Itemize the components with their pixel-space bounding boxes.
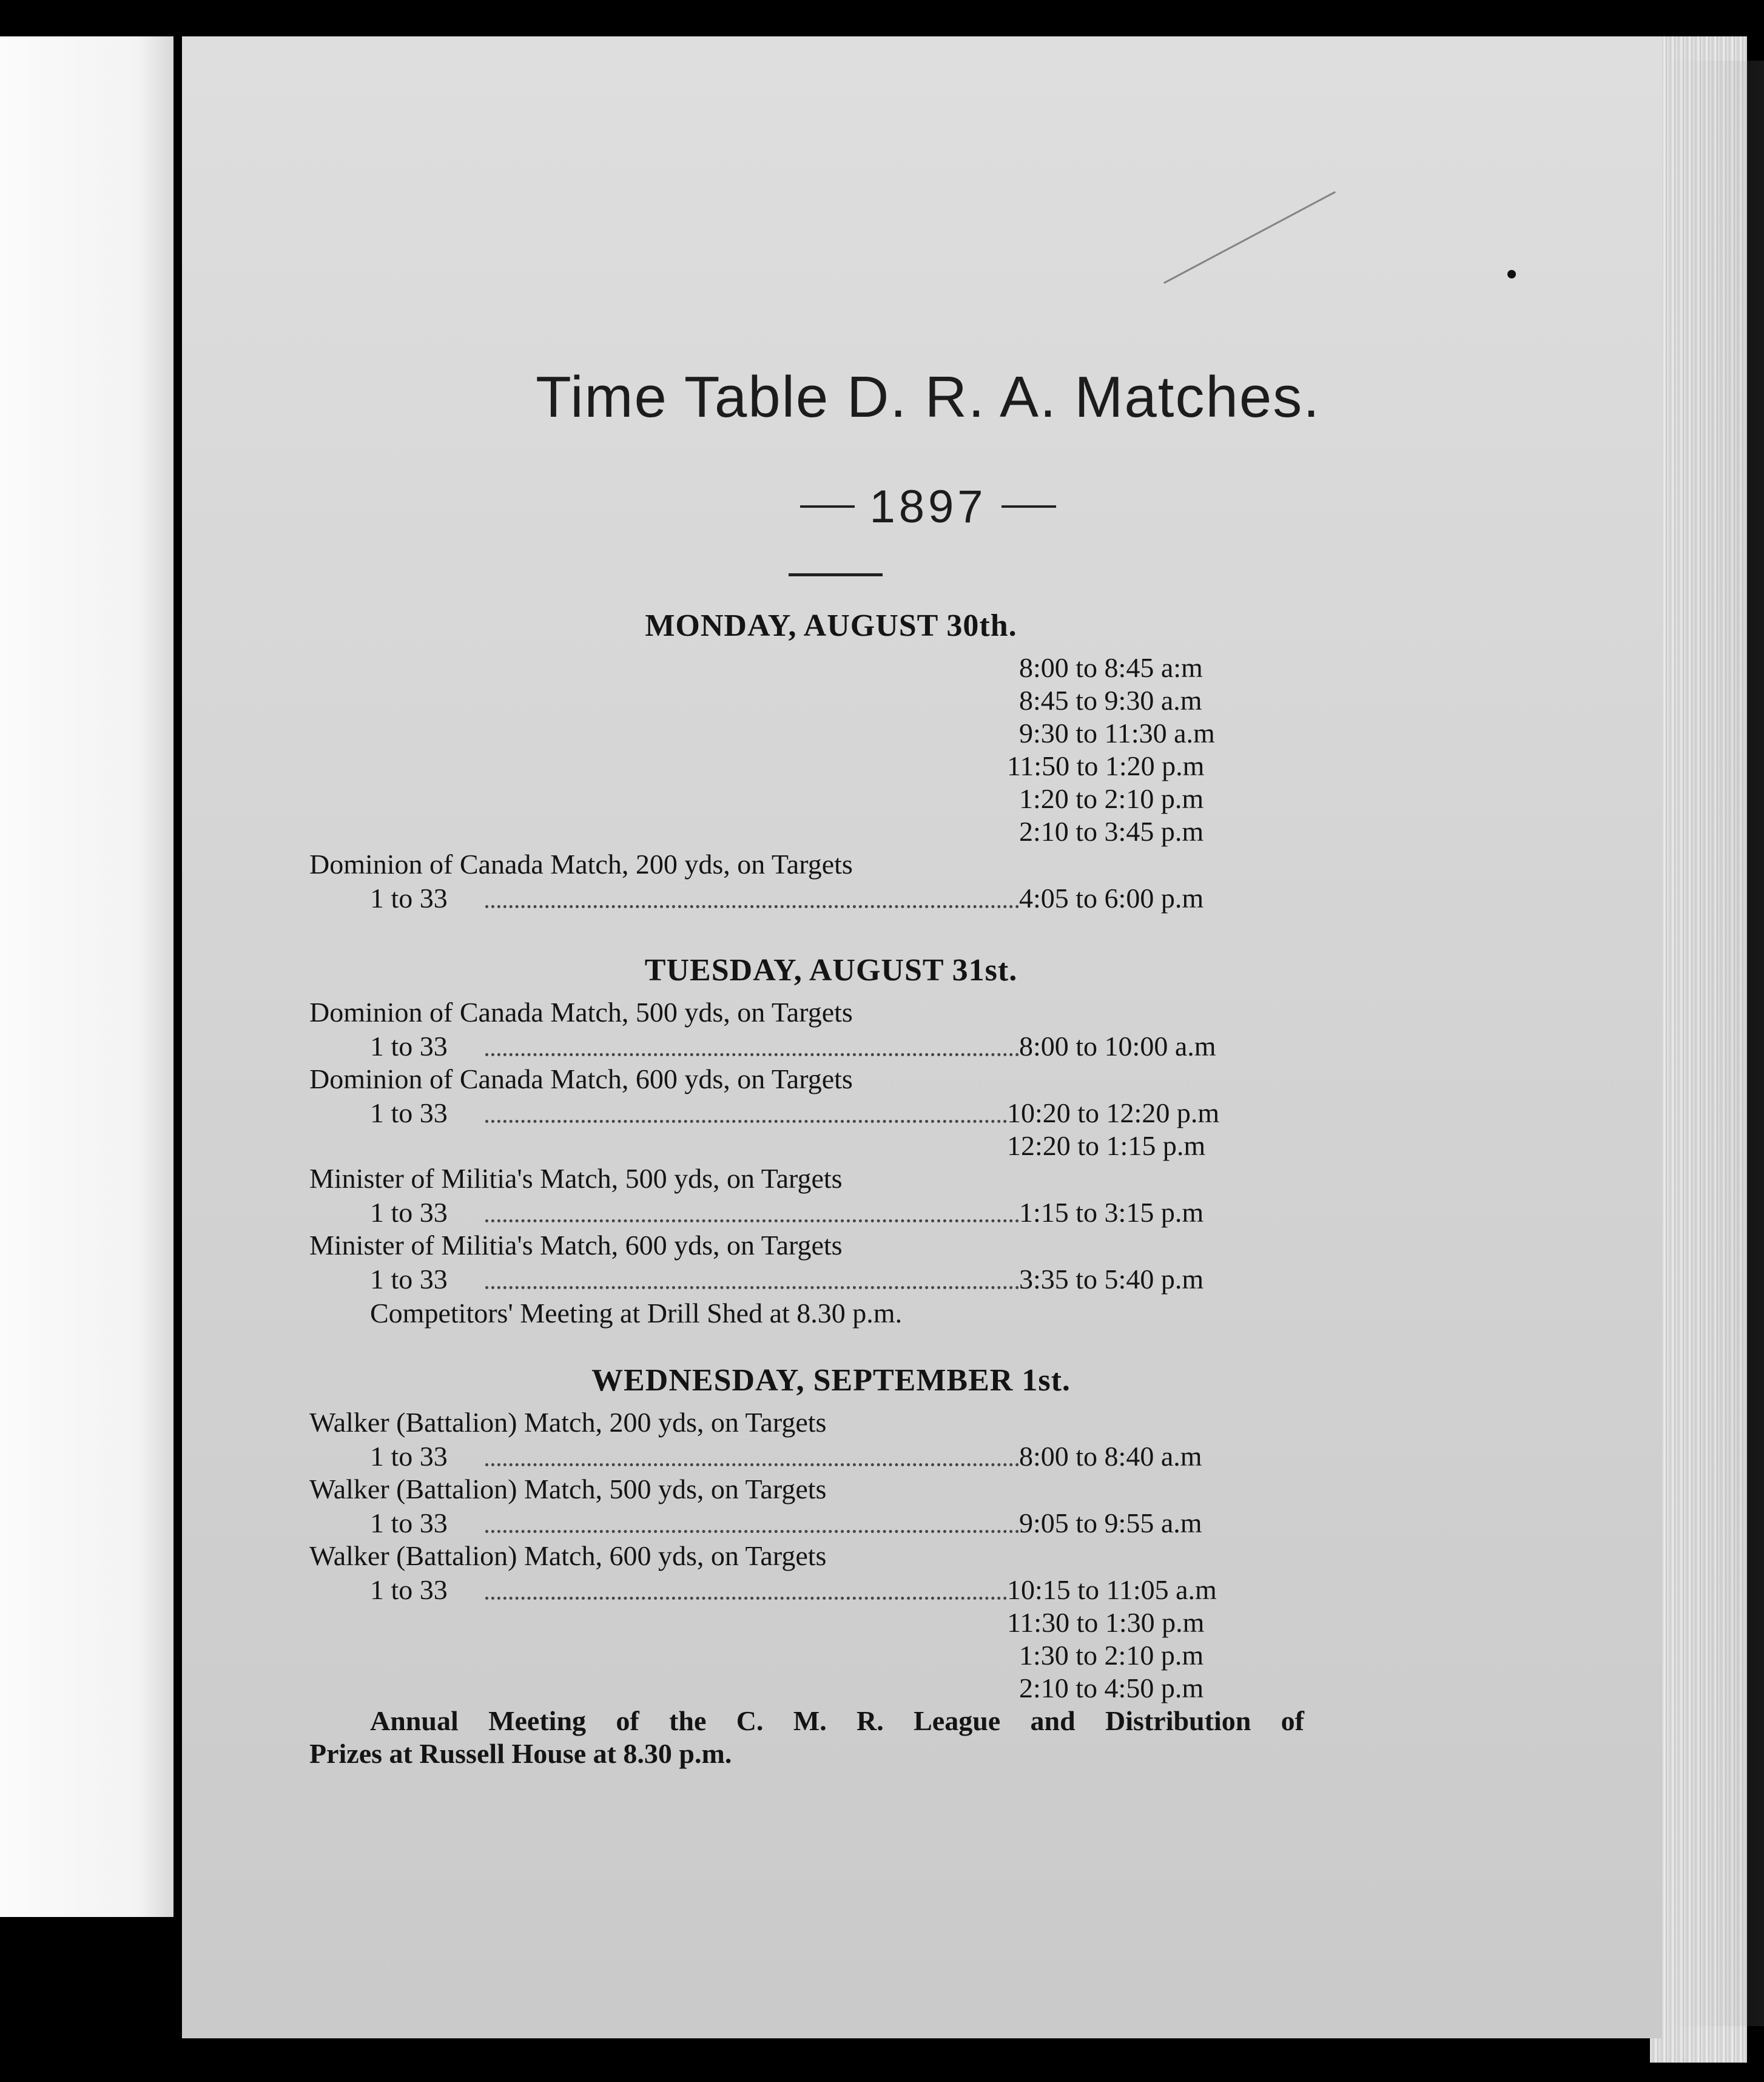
schedule-row — [309, 1063, 1371, 1130]
schedule-row-luncheon — [309, 783, 1371, 815]
tuesday-note: Competitors' Meeting at Drill Shed at 8.30 p.m. — [370, 1298, 903, 1329]
row-description-cont: 1 to 33 — [370, 1508, 448, 1538]
schedule-row-luncheon — [309, 1639, 1371, 1672]
page-title: Time Table D. R. A. Matches. — [536, 365, 1321, 430]
title-rule — [789, 573, 883, 576]
year: 1897 — [869, 480, 987, 533]
row-time: 2:10 to 3:45 p.m — [1019, 816, 1204, 847]
row-description: Minister of Militia's Match, 500 yds, on Targets — [309, 1163, 843, 1194]
row-time: 11:50 to 1:20 p.m — [1007, 750, 1205, 781]
schedule-row — [309, 1162, 1371, 1229]
dot-leader — [485, 1219, 1019, 1222]
row-time: 4:05 to 6:00 p.m — [1019, 883, 1204, 914]
row-description: Walker (Battalion) Match, 500 yds, on Targets — [309, 1474, 827, 1504]
scratch-mark — [1163, 191, 1336, 284]
schedule-row-luncheon — [309, 1130, 1371, 1162]
row-time: 8:00 to 8:45 a:m — [1019, 652, 1203, 683]
schedule-row — [309, 717, 1371, 750]
row-description: Dominion of Canada Match, 500 yds, on Targets — [309, 997, 853, 1028]
dot-leader — [485, 1053, 1019, 1056]
schedule-row — [309, 1672, 1371, 1705]
left-page-edge — [0, 36, 173, 1917]
schedule-row — [309, 815, 1371, 848]
schedule-row — [309, 750, 1371, 783]
row-time: 12:20 to 1:15 p.m — [1007, 1130, 1206, 1161]
row-description-cont: 1 to 33 — [370, 1264, 448, 1295]
schedule-row — [309, 848, 1371, 915]
dot-leader — [485, 1286, 1019, 1289]
row-time: 10:15 to 11:05 a.m — [1007, 1574, 1217, 1605]
schedule-row — [309, 1473, 1371, 1540]
row-time: 8:00 to 8:40 a.m — [1019, 1441, 1202, 1472]
row-description: Dominion of Canada Match, 200 yds, on Targets — [309, 849, 853, 880]
row-description-cont: 1 to 33 — [370, 1197, 448, 1228]
schedule-row — [309, 652, 1371, 684]
schedule-row — [309, 1606, 1371, 1639]
row-description: Dominion of Canada Match, 600 yds, on Targets — [309, 1063, 853, 1094]
day-heading-tuesday: TUESDAY, AUGUST 31st. — [644, 953, 1018, 988]
row-time: 8:45 to 9:30 a.m — [1019, 685, 1202, 716]
document-page — [182, 36, 1662, 2038]
row-time: 8:00 to 10:00 a.m — [1019, 1031, 1216, 1062]
dot-leader — [485, 1597, 1007, 1600]
schedule-row — [309, 996, 1371, 1063]
row-time: 9:30 to 11:30 a.m — [1019, 718, 1215, 749]
schedule-row — [309, 1406, 1371, 1473]
row-time: 2:10 to 4:50 p.m — [1019, 1673, 1204, 1703]
row-time: 11:30 to 1:30 p.m — [1007, 1607, 1205, 1638]
dot-leader — [485, 905, 1019, 908]
row-time: 3:35 to 5:40 p.m — [1019, 1264, 1204, 1295]
row-time: 10:20 to 12:20 p.m — [1007, 1097, 1220, 1128]
schedule-row — [309, 1540, 1371, 1606]
timetable — [309, 601, 1371, 1770]
row-time: 1:15 to 3:15 p.m — [1019, 1197, 1204, 1228]
row-description-cont: 1 to 33 — [370, 1031, 448, 1062]
wednesday-note — [309, 1705, 1304, 1770]
dot-leader — [485, 1530, 1019, 1533]
row-description: Minister of Militia's Match, 600 yds, on Targets — [309, 1230, 843, 1261]
year-dash-right — [1002, 505, 1056, 508]
row-description: Walker (Battalion) Match, 600 yds, on Targets — [309, 1540, 827, 1571]
page-shade — [1668, 61, 1764, 2026]
schedule-row — [309, 684, 1371, 717]
dot-leader — [485, 1463, 1019, 1466]
row-description-cont: 1 to 33 — [370, 883, 448, 914]
row-time: 1:30 to 2:10 p.m — [1019, 1640, 1204, 1671]
note-line-1: Annual Meeting of the C. M. R. League and Distribution of — [370, 1705, 1304, 1736]
day-heading-wednesday: WEDNESDAY, SEPTEMBER 1st. — [591, 1363, 1071, 1398]
year-row — [382, 473, 1474, 540]
row-description-cont: 1 to 33 — [370, 1097, 448, 1128]
row-description-cont: 1 to 33 — [370, 1574, 448, 1605]
speck-mark — [1507, 270, 1516, 278]
year-dash-left — [800, 505, 855, 508]
row-time: 9:05 to 9:55 a.m — [1019, 1508, 1202, 1538]
day-heading-monday: MONDAY, AUGUST 30th. — [645, 608, 1017, 643]
note-line-2: Prizes at Russell House at 8.30 p.m. — [309, 1738, 732, 1769]
schedule-row — [309, 1229, 1371, 1296]
row-time: 1:20 to 2:10 p.m — [1019, 783, 1204, 814]
row-description-cont: 1 to 33 — [370, 1441, 448, 1472]
dot-leader — [485, 1120, 1007, 1123]
row-description: Walker (Battalion) Match, 200 yds, on Targets — [309, 1407, 827, 1438]
